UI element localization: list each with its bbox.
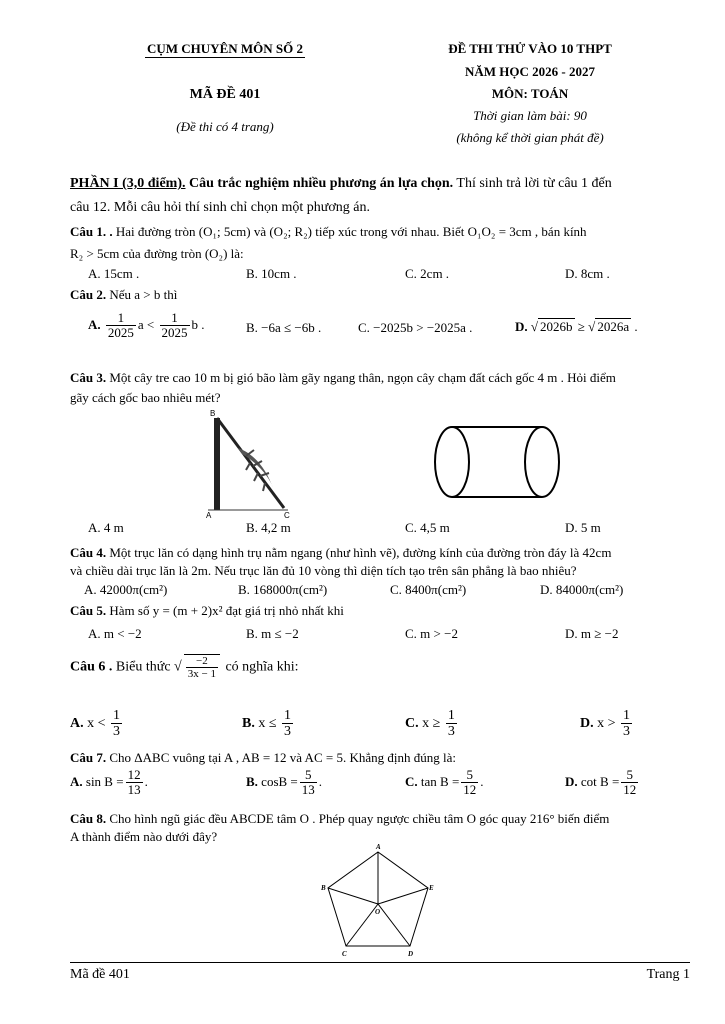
- part1-title: PHẦN I (3,0 điểm).: [70, 176, 186, 191]
- option-label: B.: [242, 716, 255, 732]
- fraction-denominator: 13: [127, 782, 141, 798]
- q5-option-b[interactable]: B. m ≤ −2: [246, 626, 299, 641]
- fraction-numerator: 1: [623, 708, 631, 723]
- option-label: B.: [246, 773, 258, 789]
- pentagon-center-o: O: [375, 908, 381, 916]
- option-frac: [300, 768, 317, 798]
- q5-text: Hàm số y = (m + 2)x² đạt giá trị nhỏ nhất khi: [106, 603, 344, 618]
- option-frac: [111, 708, 122, 740]
- q2-a-frac-1: [106, 311, 136, 341]
- q7-option-a[interactable]: A. sin B = $\frac{12}{13}$ .: [70, 767, 148, 798]
- q1-option-c[interactable]: C. 2cm .: [405, 266, 450, 281]
- q2-d-ge: ≥: [574, 319, 589, 334]
- q2-a-end: b .: [191, 316, 205, 332]
- pentagon-figure: [318, 842, 438, 960]
- fraction-denominator: 3: [447, 724, 455, 740]
- part1-title-rest: Câu trắc nghiệm nhiều phương án lựa chọn.: [185, 176, 454, 191]
- footer-page-number: Trang 1: [646, 967, 690, 982]
- q2-a-mid: a <: [137, 316, 155, 332]
- bamboo-point-c: C: [284, 511, 290, 518]
- option-relation: x ≤: [258, 716, 277, 732]
- q1-option-a[interactable]: A. 15cm .: [88, 266, 140, 281]
- option-relation: x >: [597, 716, 616, 732]
- q1-stem-2: R₂ > 5cm của đường tròn (O₂) là:: [70, 246, 244, 261]
- part1-intro-2: câu 12. Mỗi câu hỏi thí sinh chỉ chọn một phương án.: [70, 200, 371, 215]
- q6-text: Biểu thức: [112, 659, 171, 675]
- q4-option-b[interactable]: B. 168000π(cm²): [238, 582, 328, 597]
- fraction-denominator: 3: [284, 724, 292, 740]
- q3-stem-2: gãy cách gốc bao nhiêu mét?: [70, 390, 221, 405]
- school-group: [110, 41, 340, 57]
- page-count-note: (Đề thi có 4 trang): [176, 119, 274, 134]
- footer-exam-code: Mã đề 401: [70, 967, 130, 982]
- school-group-text: CỤM CHUYÊN MÔN SỐ 2: [147, 41, 303, 56]
- q3-option-a[interactable]: A. 4 m: [88, 520, 124, 535]
- option-function: cot B =: [580, 773, 620, 789]
- option-relation: x <: [87, 716, 106, 732]
- q8-stem-2: A thành điểm nào dưới đây?: [70, 829, 218, 844]
- q8-stem: [70, 811, 690, 827]
- option-label: D.: [565, 773, 578, 789]
- option-function: cosB =: [261, 773, 298, 789]
- fraction-numerator: 1: [160, 311, 190, 326]
- bamboo-figure: [198, 408, 293, 518]
- q2-option-d[interactable]: D. √ 2026b ≥ √ 2026a .: [515, 319, 638, 334]
- q2-stem: [70, 287, 690, 303]
- fraction-numerator: 5: [461, 768, 478, 783]
- fraction-denominator: 3: [113, 724, 121, 740]
- fraction-denominator: 13: [301, 782, 315, 798]
- q7-option-d[interactable]: [565, 768, 640, 798]
- fraction-numerator: 5: [300, 768, 317, 783]
- q4-option-d[interactable]: D. 84000π(cm²): [540, 582, 624, 597]
- fraction-numerator: −2: [186, 655, 218, 668]
- q2-text: Nếu a > b thì: [106, 287, 178, 302]
- q2-option-a[interactable]: [88, 311, 205, 341]
- pentagon-point-e: E: [429, 884, 434, 892]
- q2-label: Câu 2.: [70, 287, 107, 302]
- option-label: A.: [70, 773, 83, 789]
- option-frac: [621, 768, 638, 798]
- fraction-numerator: 1: [106, 311, 136, 326]
- q2-d-left: 2026b: [540, 319, 573, 334]
- cylinder-figure: [432, 424, 562, 500]
- option-frac: [446, 708, 457, 740]
- fraction-numerator: 1: [284, 708, 292, 723]
- duration-note: (không kể thời gian phát đề): [456, 130, 604, 145]
- q4-stem: [70, 545, 690, 561]
- q2-a-frac-2: [160, 311, 190, 341]
- q2-option-c[interactable]: C. −2025b > −2025a .: [358, 320, 473, 335]
- q4-stem-2: và chiều dài trục lăn là 2m. Nếu trục lăn đủ 10 vòng thì diện tích tạo trên sân phẳng là bao nhiêu?: [70, 563, 577, 578]
- q8-label: Câu 8.: [70, 811, 107, 826]
- q7-option-b[interactable]: B. cosB = $\frac{5}{13}$ .: [246, 767, 323, 798]
- q6-label: Câu 6 .: [70, 659, 113, 675]
- q5-option-d[interactable]: D. m ≥ −2: [565, 626, 619, 641]
- q7-text: Cho ΔABC vuông tại A , AB = 12 và AC = 5. Khẳng định đúng là:: [106, 750, 456, 765]
- fraction-denominator: 12: [623, 782, 637, 798]
- q6-text-end: có nghĩa khi:: [221, 659, 299, 675]
- fraction-denominator: 3x − 1: [187, 668, 216, 681]
- fraction-denominator: 2025: [161, 325, 188, 341]
- q4-label: Câu 4.: [70, 545, 107, 560]
- subject: MÔN: TOÁN: [491, 86, 569, 101]
- fraction-denominator: 12: [463, 782, 477, 798]
- q1-option-b[interactable]: B. 10cm .: [246, 266, 297, 281]
- pentagon-point-b: B: [321, 884, 326, 892]
- q7-label: Câu 7.: [70, 750, 107, 765]
- q7-option-c[interactable]: C. tan B = $\frac{5}{12}$ .: [405, 767, 484, 798]
- footer-divider: [70, 962, 690, 963]
- q2-d-label: D.: [515, 319, 528, 334]
- option-frac: [126, 768, 143, 798]
- option-function: tan B =: [420, 773, 460, 789]
- fraction-denominator: 3: [623, 724, 631, 740]
- option-function: sin B =: [85, 773, 124, 789]
- fraction-numerator: 1: [447, 708, 455, 723]
- q2-option-b[interactable]: B. −6a ≤ −6b .: [246, 320, 322, 335]
- q2-d-right: 2026a: [597, 319, 630, 334]
- part1-intro: Thí sinh trả lời từ câu 1 đến: [453, 176, 612, 191]
- q5-option-c[interactable]: C. m > −2: [405, 626, 458, 641]
- pentagon-point-a: A: [376, 843, 381, 851]
- exam-title: ĐỀ THI THỬ VÀO 10 THPT: [448, 41, 612, 56]
- part1-heading: [70, 176, 690, 192]
- q1-option-d[interactable]: D. 8cm .: [565, 266, 610, 281]
- q4-text: Một trục lăn có dạng hình trụ nằm ngang (như hình vẽ), đường kính của đường tròn đáy là 42cm: [106, 545, 612, 560]
- q3-option-b[interactable]: B. 4,2 m: [246, 520, 291, 535]
- fraction-numerator: 12: [127, 767, 141, 782]
- q5-stem: [70, 603, 690, 619]
- exam-duration: Thời gian làm bài: 90: [473, 108, 587, 123]
- bamboo-point-b: B: [210, 409, 216, 418]
- exam-code: MÃ ĐỀ 401: [189, 87, 261, 102]
- q6-option-a[interactable]: [70, 708, 124, 740]
- fraction-denominator: 2025: [107, 325, 134, 341]
- q6-option-d[interactable]: [580, 708, 634, 740]
- q8-text: Cho hình ngũ giác đều ABCDE tâm O . Phép quay ngược chiều tâm O góc quay 216° biến điểm: [106, 811, 610, 826]
- q2-d-end: .: [631, 319, 638, 334]
- q3-label: Câu 3.: [70, 370, 107, 385]
- q3-text: Một cây tre cao 10 m bị gió bão làm gãy ngang thân, ngọn cây chạm đất cách gốc 4 m . Hỏi điểm: [106, 370, 616, 385]
- q1-text: Hai đường tròn (O₁; 5cm) và (O₂; R₂) tiếp xúc trong với nhau. Biết O₁O₂ = 3cm , bán kính: [112, 224, 587, 239]
- option-frac: [461, 768, 478, 798]
- q6-radicand: [184, 654, 220, 680]
- option-label: C.: [405, 773, 418, 789]
- q6-stem: Câu 6 . Biểu thức √ $\frac{-2}{3x - 1}$ có nghĩa khi:: [70, 655, 299, 681]
- school-year: NĂM HỌC 2026 - 2027: [465, 64, 595, 79]
- pentagon-point-c: C: [342, 950, 347, 958]
- q3-option-c[interactable]: C. 4,5 m: [405, 520, 450, 535]
- q2-a-label: A.: [88, 316, 101, 332]
- pentagon-point-d: D: [408, 950, 414, 958]
- q7-stem: [70, 750, 690, 766]
- q5-label: Câu 5.: [70, 603, 107, 618]
- option-label: A.: [70, 716, 84, 732]
- option-label: C.: [405, 716, 419, 732]
- q1-stem: [70, 224, 690, 240]
- q3-option-d[interactable]: D. 5 m: [565, 520, 601, 535]
- option-frac: [282, 708, 293, 740]
- q5-option-a[interactable]: A. m < −2: [88, 626, 142, 641]
- bamboo-point-a: A: [206, 511, 212, 518]
- q6-option-c[interactable]: [405, 708, 459, 740]
- q4-option-c[interactable]: C. 8400π(cm²): [390, 582, 467, 597]
- fraction-numerator: 1: [113, 708, 121, 723]
- option-relation: x ≥: [422, 716, 441, 732]
- option-label: D.: [580, 716, 594, 732]
- q3-stem: [70, 370, 690, 386]
- q1-label: Câu 1. .: [70, 224, 113, 239]
- option-frac: [621, 708, 632, 740]
- q4-option-a[interactable]: A. 42000π(cm²): [84, 582, 168, 597]
- fraction-numerator: 5: [621, 768, 638, 783]
- q6-option-b[interactable]: [242, 708, 295, 740]
